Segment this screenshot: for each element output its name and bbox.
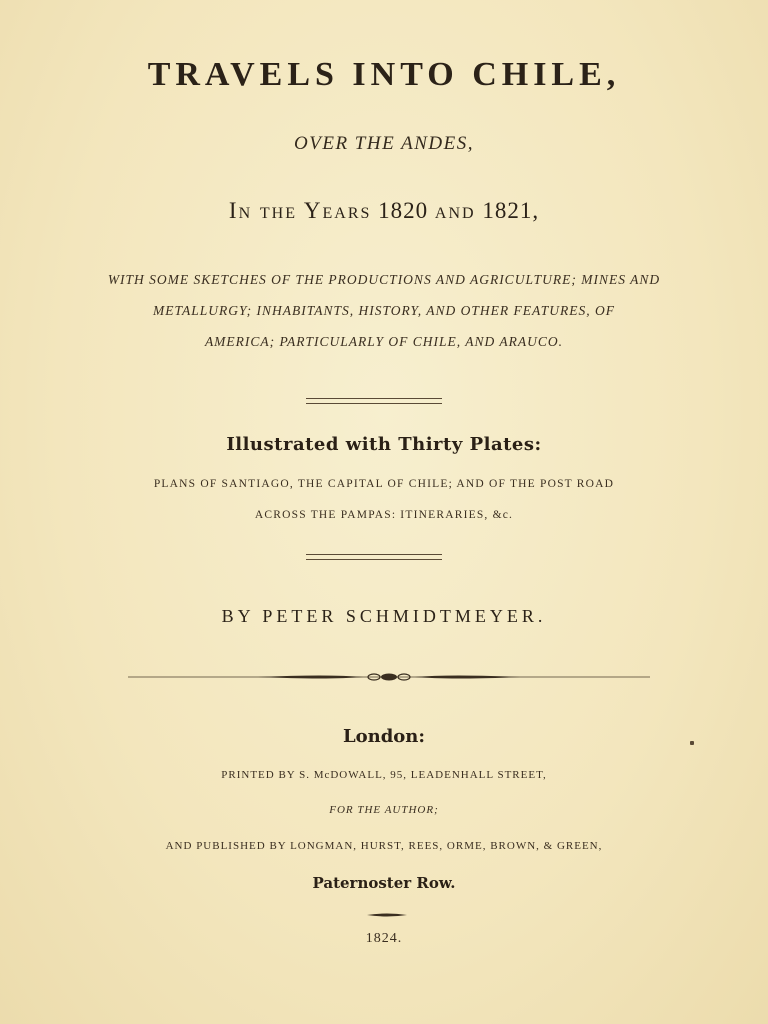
- book-title: TRAVELS INTO CHILE,: [147, 56, 621, 93]
- description-line-2: METALLURGY; INHABITANTS, HISTORY, AND OTHER FEATURES, OF: [152, 303, 616, 318]
- for-author-line: FOR THE AUTHOR;: [329, 804, 439, 816]
- double-rule-divider: [306, 398, 442, 404]
- book-subtitle: OVER THE ANDES,: [294, 133, 474, 154]
- years-line: [0, 198, 768, 224]
- plans-line-1: PLANS OF SANTIAGO, THE CAPITAL OF CHILE; AND OF THE POST ROAD: [153, 478, 615, 490]
- author-line: BY PETER SCHMIDTMEYER.: [221, 606, 547, 626]
- street-line: Paternoster Row.: [312, 874, 456, 892]
- ornamental-divider: [128, 668, 650, 686]
- description-line-3: AMERICA; PARTICULARLY OF CHILE, AND ARAUCO.: [204, 334, 564, 349]
- printer-line: PRINTED BY S. McDOWALL, 95, LEADENHALL STREET,: [221, 769, 547, 781]
- year-start: 1820: [378, 198, 429, 223]
- short-ornamental-dash: [367, 912, 407, 918]
- illustrated-heading: Illustrated with Thirty Plates:: [226, 434, 542, 455]
- year-end: 1821,: [482, 198, 540, 223]
- imprint-city: London:: [342, 726, 426, 747]
- years-prefix: In the Years: [228, 198, 372, 223]
- plans-line-2: ACROSS THE PAMPAS: ITINERARIES, &c.: [254, 509, 514, 521]
- publisher-line: AND PUBLISHED BY LONGMAN, HURST, REES, ORME, BROWN, & GREEN,: [165, 840, 603, 852]
- years-and: and: [434, 198, 476, 223]
- paper-speck: [690, 741, 694, 745]
- description-line-1: WITH SOME SKETCHES OF THE PRODUCTIONS AND AGRICULTURE; MINES AND: [107, 272, 661, 287]
- double-rule-divider: [306, 554, 442, 560]
- publication-year: 1824.: [365, 931, 403, 946]
